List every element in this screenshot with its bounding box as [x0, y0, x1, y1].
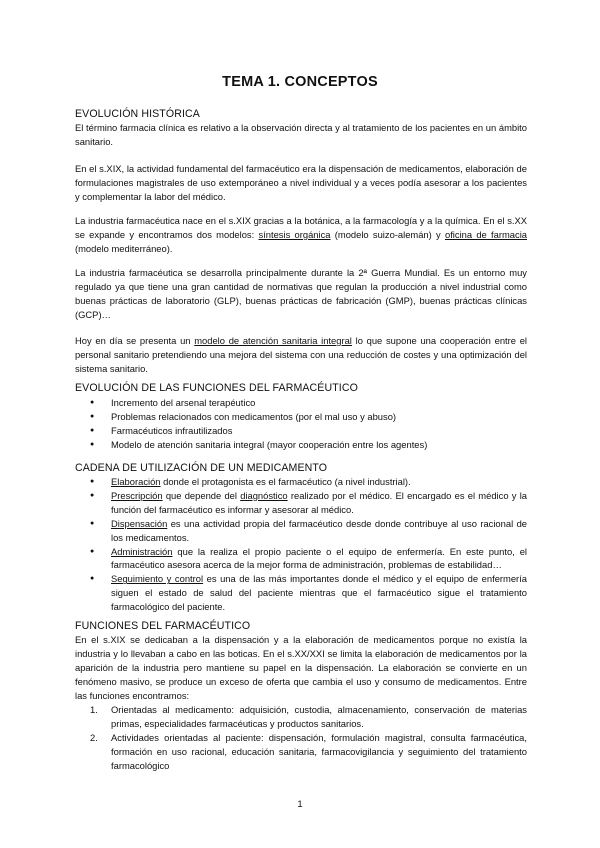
paragraph — [75, 334, 527, 376]
text: lo que supone una cooperación entre el personal sanitario pretendiendo una mejora del sistema con una reducción de costes y una optimización del sistema sanitario. — [75, 335, 527, 374]
item-number: 1. — [90, 704, 98, 715]
page-title: TEMA 1. CONCEPTOS — [222, 74, 378, 90]
list-item — [75, 572, 527, 614]
text: realizado por el médico. El encargado es el médico y la función del farmacéutico es informar y asesorar al médico. — [111, 489, 527, 515]
list-item — [75, 489, 527, 517]
list-item — [75, 517, 527, 545]
paragraph: En el s.XIX, la actividad fundamental del farmacéutico era la dispensación de medicamentos, elaboración de formulaciones magistrales de uso extemporáneo a nivel individual y a veces podía asesorar a los pacientes y complementar la labor del médico. — [75, 163, 527, 202]
text: es una actividad propia del farmacéutico desde donde contribuye al uso racional de los medicamentos. — [111, 517, 527, 543]
text: (modelo suizo-alemán) y — [330, 228, 445, 240]
text: Orientadas al medicamento: adquisición, custodia, almacenamiento, conservación de materias primas, especialidades farmacéuticas y productos sanitarios. — [111, 704, 527, 729]
numbered-list — [75, 703, 527, 773]
text: Hoy en día se presenta un — [75, 335, 195, 346]
list-item — [75, 703, 527, 731]
item-number: 2. — [90, 731, 98, 743]
section-heading-evolucion-funciones: EVOLUCIÓN DE LAS FUNCIONES DEL FARMACÉUTICO — [75, 382, 358, 394]
list-item — [75, 545, 527, 573]
list-item: ● Incremento del arsenal terapéutico — [75, 396, 527, 410]
paragraph: En el s.XIX se dedicaban a la dispensación y a la elaboración de medicamentos porque no existía la industria y lo llevaban a cabo en las boticas. En el s.XX/XXI se limita la elaboración de medicamentos por la aparición de la industria pero mantiene su papel en la dispensación. La elaboración se convierte en un fenómeno masivo, se produce un exceso de oferta que cambia el uso y consumo de medicamentos. Entre las funciones encontramos: — [75, 634, 527, 701]
underlined-term: diagnóstico — [240, 489, 288, 501]
bullet-list — [75, 396, 527, 452]
text: Actividades orientadas al paciente: dispensación, formulación magistral, consulta farmacéutica, formación en uso racional, educación sanitaria, farmacovigilancia y seguimiento del tratamiento farmacológico — [111, 731, 527, 771]
underlined-term: Elaboración — [111, 476, 161, 487]
paragraph — [75, 214, 527, 256]
text: La industria farmacéutica nace en el s.XIX gracias a la botánica, a la farmacología y a la química. En el s.XX se expande y encontramos dos modelos: — [75, 215, 527, 240]
list-item: ● Farmacéuticos infrautilizados — [75, 424, 527, 438]
text: que la realiza el propio paciente o el equipo de enfermería. En este punto, el farmacéutico asesora acerca de la mejor forma de administración, problemas de estabilidad… — [111, 545, 527, 571]
underlined-term: Administración — [111, 545, 173, 557]
underlined-term: Prescripción — [111, 489, 163, 501]
text: es una de las más importantes donde el médico y el equipo de enfermería siguen el estado de salud del paciente mientras que el farmacéutico sigue el tratamiento farmacológico del paciente. — [111, 573, 527, 613]
section-heading-cadena-utilizacion: CADENA DE UTILIZACIÓN DE UN MEDICAMENTO — [75, 462, 328, 474]
underlined-term: Dispensación — [111, 517, 168, 529]
list-item — [75, 475, 527, 489]
underlined-term: síntesis orgánica — [258, 228, 331, 240]
text: que depende del — [162, 489, 241, 501]
underlined-term: Seguimiento y control — [111, 573, 204, 585]
section-heading-funciones-farmaceutico: FUNCIONES DEL FARMACÉUTICO — [75, 620, 251, 632]
section-heading-evolucion-historica: EVOLUCIÓN HISTÓRICA — [75, 108, 200, 120]
text: donde el protagonista es el farmacéutico (a nivel industrial). — [160, 476, 411, 487]
list-item — [75, 731, 527, 773]
underlined-term: oficina de farmacia — [444, 228, 527, 240]
list-item: ● Problemas relacionados con medicamentos (por el mal uso y abuso) — [75, 410, 527, 424]
underlined-term: modelo de atención sanitaria integral — [194, 335, 352, 346]
text: (modelo mediterráneo). — [75, 242, 173, 254]
page-number: 1 — [297, 799, 303, 810]
paragraph: La industria farmacéutica se desarrolla principalmente durante la 2ª Guerra Mundial. Es un entorno muy regulado ya que tiene una gran cantidad de normativas que regulan la producción a nivel industrial como buenas prácticas de laboratorio (GLP), buenas prácticas de fabricación (GMP), buenas prácticas clínicas (GCP)… — [75, 267, 527, 320]
bullet-list — [75, 475, 527, 614]
paragraph: El término farmacia clínica es relativo a la observación directa y al tratamiento de los pacientes en un ámbito sanitario. — [75, 122, 527, 147]
list-item: ● Modelo de atención sanitaria integral (mayor cooperación entre los agentes) — [75, 438, 527, 452]
